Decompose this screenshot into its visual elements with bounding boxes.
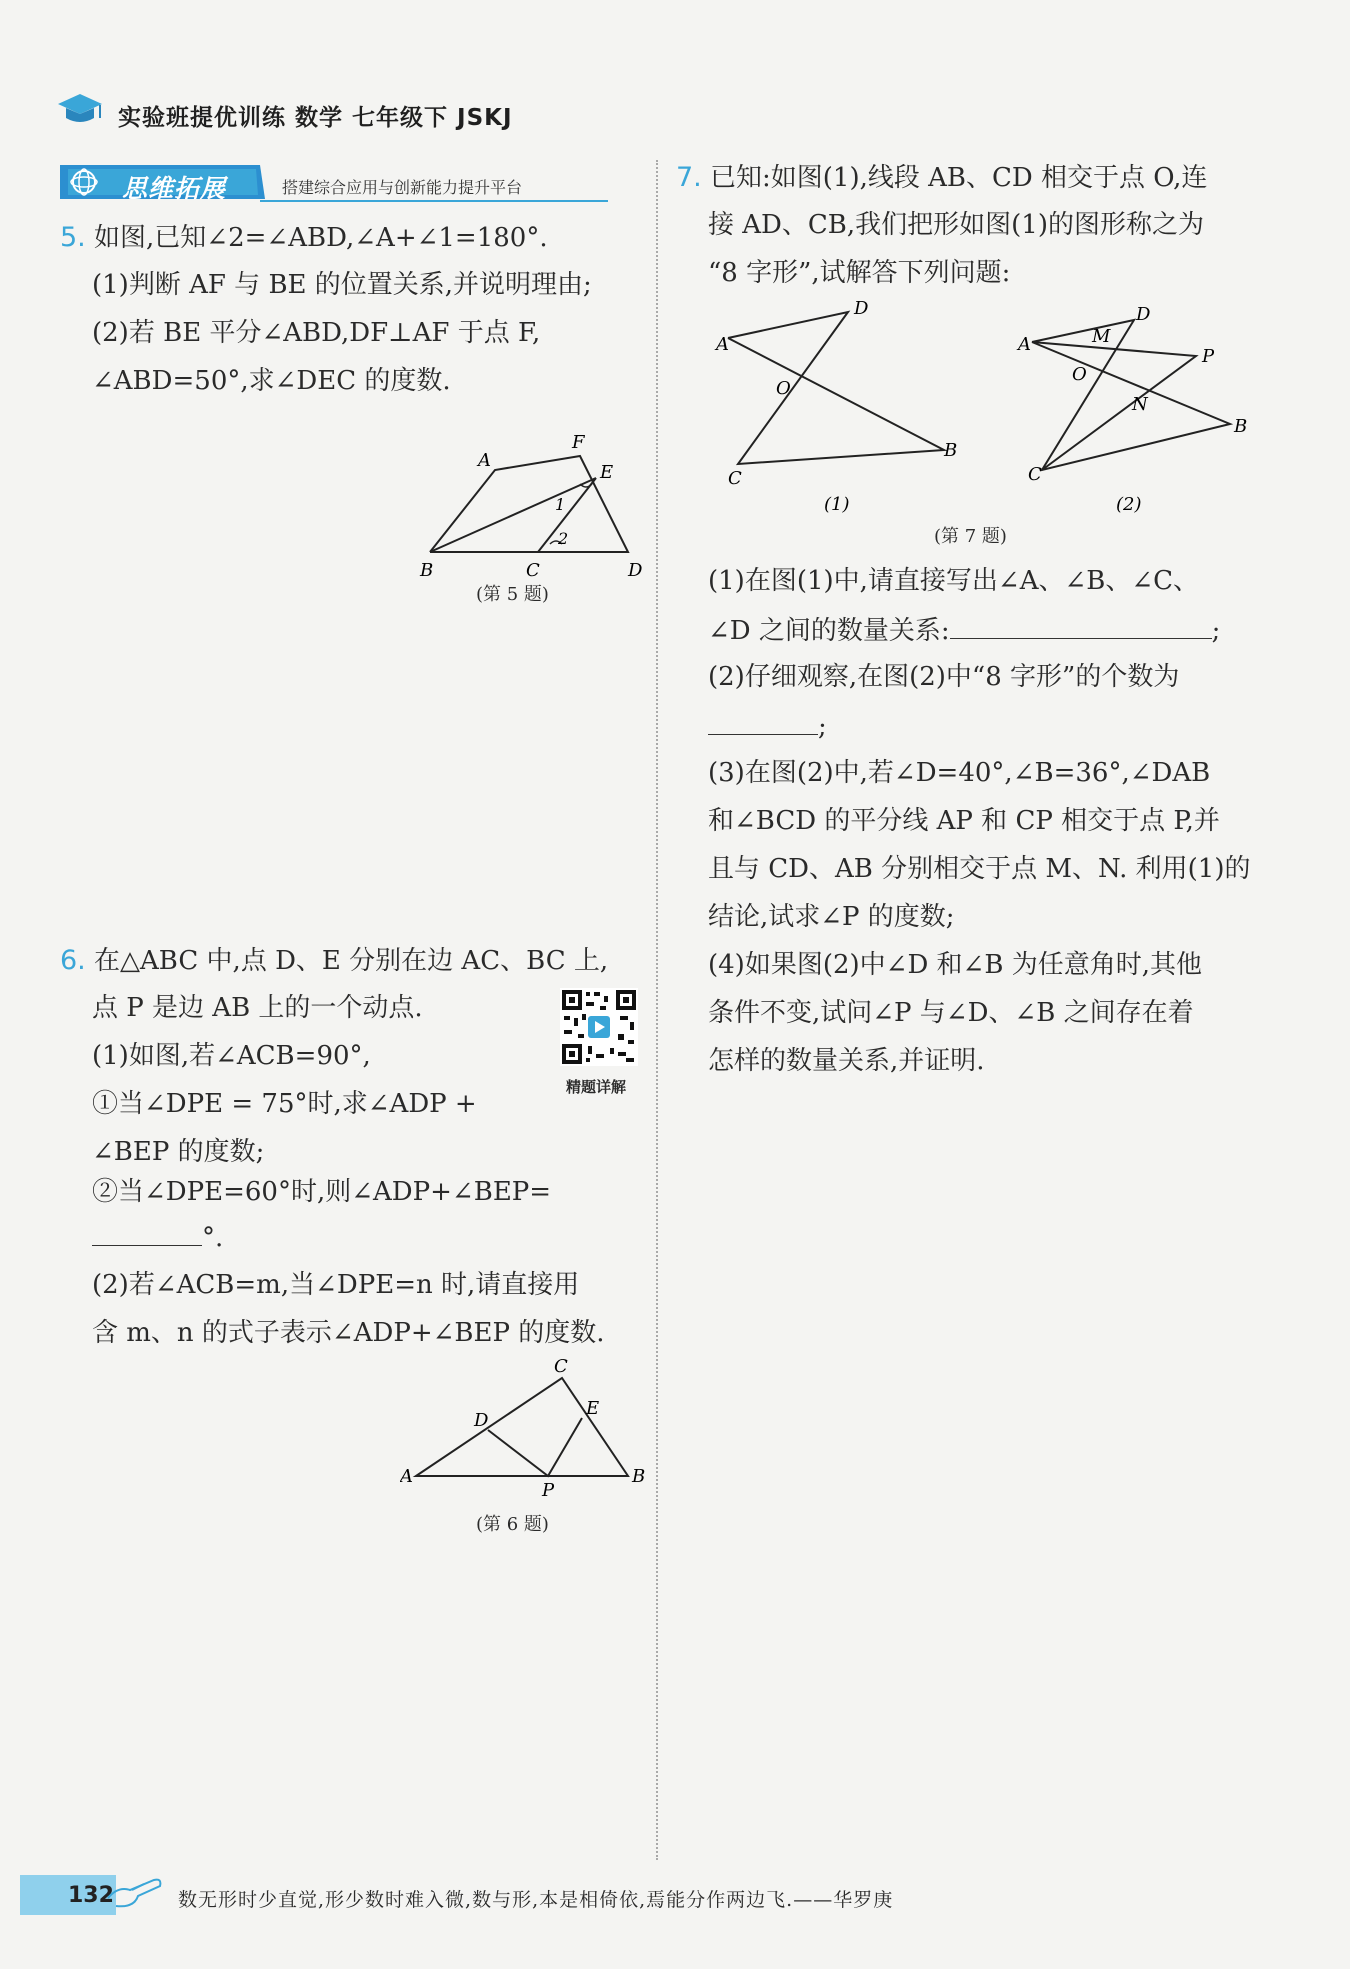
q6-line-3: (1)如图,若∠ACB=90°, — [92, 1041, 371, 1071]
q7-figure-2 — [1012, 300, 1262, 526]
q7-p1-line-2 — [708, 616, 1220, 644]
q7-f1-sub: (1) — [824, 494, 850, 515]
q5-number: 5. — [60, 222, 86, 253]
q5-line-4: ∠ABD=50°,求∠DEC 的度数. — [92, 366, 451, 396]
q6-caption: (第 6 题) — [476, 1514, 549, 1535]
q7-stem: 已知:如图(1),线段 AB、CD 相交于点 O,连 — [710, 163, 1208, 193]
q5-figure — [410, 410, 650, 590]
q6-line-2: 点 P 是边 AB 上的一个动点. — [92, 993, 423, 1023]
q7-figure-1 — [700, 296, 960, 526]
q7-line-2: 接 AD、CB,我们把形如图(1)的图形称之为 — [708, 210, 1204, 240]
q7-f2-label-N: N — [1132, 394, 1148, 415]
q5-label-1: 1 — [555, 495, 566, 514]
q7-f1-label-D: D — [854, 298, 869, 319]
q7-number: 7. — [676, 162, 702, 193]
q7-p1-text: ∠D 之间的数量关系: — [708, 616, 950, 646]
q6-label-E: E — [586, 1398, 600, 1419]
q7-caption: (第 7 题) — [934, 526, 1007, 547]
q5-label-2: 2 — [558, 529, 569, 548]
q5-label-E: E — [600, 462, 614, 483]
q7-p2-answer-blank[interactable] — [708, 712, 818, 735]
q6-stem: 在△ABC 中,点 D、E 分别在边 AC、BC 上, — [94, 946, 609, 976]
q7-f2-label-B: B — [1234, 416, 1248, 437]
qr-label: 精题详解 — [566, 1078, 627, 1096]
banner-title: 思维拓展 — [122, 174, 227, 203]
q6-line-4: ①当∠DPE = 75°时,求∠ADP + — [92, 1089, 477, 1119]
q5-label-F: F — [572, 432, 585, 453]
q7-f1-label-B: B — [944, 440, 958, 461]
q7-f2-label-A: A — [1018, 334, 1031, 355]
q7-f2-label-D: D — [1136, 304, 1151, 325]
q7-p4-line-3: 怎样的数量关系,并证明. — [708, 1046, 985, 1076]
hand-drawing-icon — [104, 1868, 170, 1912]
q7-f2-label-M: M — [1092, 326, 1111, 347]
q6-label-P: P — [542, 1480, 555, 1501]
column-divider — [656, 160, 658, 1860]
q7-f1-label-A: A — [716, 334, 729, 355]
header-title: 实验班提优训练 数学 七年级下 JSKJ — [118, 105, 513, 131]
q7-p1-line-1: (1)在图(1)中,请直接写出∠A、∠B、∠C、 — [708, 566, 1200, 596]
q7-p1-answer-blank[interactable] — [950, 616, 1212, 639]
q5-label-C: C — [526, 560, 540, 581]
q5-label-D: D — [628, 560, 643, 581]
graduation-cap-icon — [56, 92, 104, 126]
q7-p2-end: ; — [818, 712, 827, 742]
q7-f1-label-O: O — [776, 378, 791, 399]
q7-p3-line-4: 结论,试求∠P 的度数; — [708, 902, 955, 932]
q7-f2-label-C: C — [1028, 464, 1042, 485]
q7-p4-line-2: 条件不变,试问∠P 与∠D、∠B 之间存在着 — [708, 998, 1194, 1028]
q7-p1-end: ; — [1211, 616, 1221, 646]
q5-caption: (第 5 题) — [476, 584, 549, 605]
q7-p3-line-1: (3)在图(2)中,若∠D=40°,∠B=36°,∠DAB — [708, 758, 1211, 788]
q5-label-B: B — [420, 560, 434, 581]
q7-line-1 — [676, 164, 1207, 191]
q5-stem: 如图,已知∠2=∠ABD,∠A+∠1=180°. — [94, 223, 548, 253]
q5-line-1 — [60, 224, 548, 251]
q6-label-D: D — [474, 1410, 489, 1431]
q5-label-A: A — [478, 450, 491, 471]
q5-line-3: (2)若 BE 平分∠ABD,DF⊥AF 于点 F, — [92, 318, 541, 348]
q7-p3-line-3: 且与 CD、AB 分别相交于点 M、N. 利用(1)的 — [708, 854, 1251, 884]
q7-p2-line-1: (2)仔细观察,在图(2)中“8 字形”的个数为 — [708, 662, 1180, 692]
footer-quote: 数无形时少直觉,形少数时难入微,数与形,本是相倚依,焉能分作两边飞.——华罗庚 — [178, 1889, 894, 1911]
banner-subtitle: 搭建综合应用与创新能力提升平台 — [282, 178, 523, 197]
q7-p2-line-2 — [708, 712, 827, 740]
q6-answer-blank[interactable] — [92, 1223, 202, 1246]
q7-f2-sub: (2) — [1116, 494, 1142, 515]
q7-f2-label-O: O — [1072, 364, 1087, 385]
q7-p3-line-2: 和∠BCD 的平分线 AP 和 CP 相交于点 P,并 — [708, 806, 1220, 836]
q6-line-6: ②当∠DPE=60°时,则∠ADP+∠BEP= — [92, 1177, 552, 1207]
page-number: 132 — [68, 1883, 114, 1908]
q5-line-2: (1)判断 AF 与 BE 的位置关系,并说明理由; — [92, 270, 592, 300]
q7-p4-line-1: (4)如果图(2)中∠D 和∠B 为任意角时,其他 — [708, 950, 1202, 980]
qr-code-icon[interactable] — [560, 988, 638, 1066]
q6-line-1 — [60, 947, 608, 974]
q6-figure — [400, 1358, 650, 1508]
q7-f1-label-C: C — [728, 468, 742, 489]
q6-line-9: 含 m、n 的式子表示∠ADP+∠BEP 的度数. — [92, 1318, 605, 1348]
q6-label-A: A — [400, 1466, 413, 1487]
q6-line-5: ∠BEP 的度数; — [92, 1137, 265, 1167]
q6-line-7 — [92, 1223, 223, 1251]
q7-f2-label-P: P — [1202, 346, 1215, 367]
q6-blank-suffix: °. — [202, 1223, 224, 1253]
q6-number: 6. — [60, 945, 86, 976]
q6-line-8: (2)若∠ACB=m,当∠DPE=n 时,请直接用 — [92, 1270, 580, 1300]
q6-label-B: B — [632, 1466, 646, 1487]
page-number-tab — [20, 1875, 116, 1915]
q6-label-C: C — [554, 1358, 568, 1377]
q7-line-3: “8 字形”,试解答下列问题: — [708, 258, 1011, 288]
